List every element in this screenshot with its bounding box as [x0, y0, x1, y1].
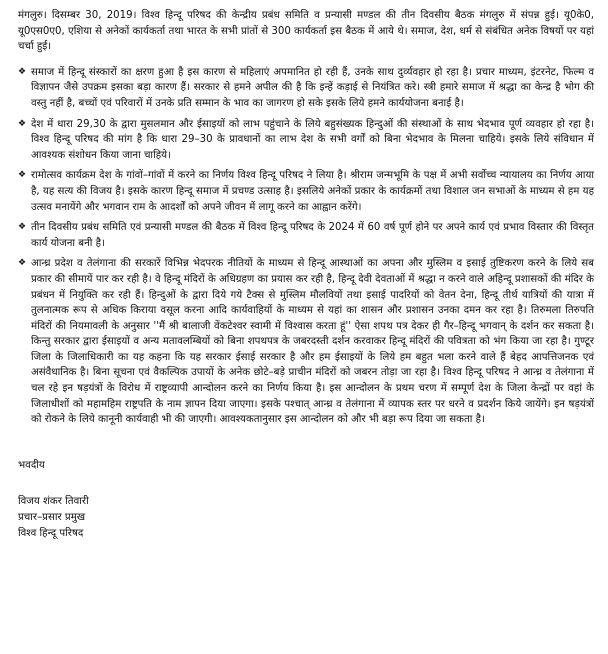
list-item: [18, 65, 594, 112]
list-item: [18, 220, 594, 251]
organization-name: विश्व हिन्दू परिषद: [18, 527, 84, 539]
point-text: देश में धारा 29,30 के द्वारा मुसलमान और ईसाइयों को लाभ पहुंचाने के लिये बहुसंख्यक हिन्दुओं की संस्थाओं के साथ भेदभाव पूर्ण व्यवहार हो रहा है। विश्व हिन्दू परिषद की मांग है कि धारा 29–30 के प्रावधानों का लाभ देश के सभी वर्गों को बिना भेदभाव के मिलना चाहिये। इसके लिये संविधान में आवश्यक संशोधन किया जाना चाहिये।: [31, 118, 594, 161]
diamond-bullet-icon: ❖: [18, 170, 27, 181]
point-text: रामोत्सव कार्यक्रम देश के गांवों–गांवों में करने का निर्णय विश्व हिन्दू परिषद ने लिया है। श्रीराम जन्मभूमि के पक्ष में अभी सर्वोच्च न्यायालय का निर्णय आया है, यह सत्य की विजय है। इसके कारण हिन्दू समाज में प्रचण्ड उत्साह है। इसलिये अनेकों प्रकार के कार्यक्रमों तथा विशाल जन सभाओं के माध्यम से हम यह उत्सव मनायेंगे और भगवान राम के आदर्शों को अपने जीवन में लागू करने का आह्वान करेंगे।: [31, 170, 594, 213]
point-text: आन्ध्र प्रदेश व तेलंगाना की सरकारें विभिन्न भेदपरक नीतियों के माध्यम से हिन्दू आस्थाओं का अपना और मुस्लिम व इसाई तुष्टिकरण करने के लिये सब प्रकार की सीमायें पार कर रही है। वे हिन्दू मंदिरों के अधिग्रहण का प्रयास कर रही है, हिन्दू देवी देवताओं में श्रद्धा न करने वाले अहिन्दू प्रशासकों की मंदिर के प्रबंधन में नियुक्ति कर रही हैं। हिन्दुओं के द्वारा दिये गये टैक्स से मुस्लिम मौलवियों तथा इसाई पादरियों को वेतन देना, हिन्दू तीर्थ यात्रियों की यात्रा में तुलनात्मक रूप से अधिक किराया वसूल करना आदि कार्यवाहियों के माध्यम से यहां का शासन और प्रशासन उनका दमन कर रहा है। तिरुमला तिरुपति मंदिरों की नियमावली के अनुसार ''मैं श्री बालाजी वेंकटेश्वर स्वामी में विश्वास करता हूं'' ऐसा शपथ पत्र देकर ही गैर–हिन्दू भगवान् के दर्शन कर सकता है। किन्तु सरकार द्वारा ईसाइयों व अन्य मतावलम्बियों को बिना शपथपत्र के जबरदस्ती दर्शन करवाकर हिन्दू मंदिरों की पवित्रता को भंग किया जा रहा है। गुण्टूर जिला के जिलाधिकारी का यह कहना कि यह सरकार ईसाई सरकार है और हम ईसाइयों के लिये हम बहुत भला करने वाले हैं बेहद आपत्तिजनक एवं असंवैधानिक है। बिना सूचना एवं वैकल्पिक उपायों के अनेक छोटे–बड़े प्राचीन मंदिरों को जबरन तोड़ा जा रहा है। विश्व हिन्दू परिषद ने आन्ध्र व तेलंगाना में चल रहे इन षड़यंत्रों के विरोध में राष्ट्रव्यापी आन्दोलन करने का निर्णय किया है। इस आन्दोलन के प्रथम चरण में सम्पूर्ण देश के जिला केन्द्रों पर वहां के जिलाधीशों को महामहिम राष्ट्रपति के नाम ज्ञापन दिया जाएगा। इसके पश्चात् आन्ध्र व तेलंगाना में व्यापक स्तर पर धरने व प्रदर्शन किये जायेंगे। इन षड़यंत्रों को रोकने के लिये कानूनी कार्यवाही भी की जाएगी। आवश्यकतानुसार इस आन्दोलन को और भी बड़ा रूप दिया जा सकता है।: [31, 258, 594, 426]
list-item: [18, 256, 594, 428]
salutation: भवदीय: [18, 459, 45, 471]
diamond-bullet-icon: ❖: [18, 118, 27, 129]
intro-paragraph: मंगलुरु। दिसम्बर 30, 2019। विश्व हिन्दू परिषद की केन्द्रीय प्रबंध समिति व प्रन्यासी मण्डल की तीन दिवसीय बैठक मंगलुरु में संपन्न हुई। यू0के0, यू0एस0ए0, एशिया से अनेकों कार्यकर्ता तथा भारत के सभी प्रांतों से 300 कार्यकर्ता इस बैठक में आये थे। समाज, देश, धर्म से संबंधित अनेक विषयों पर यहां चर्चा हुई।: [18, 10, 594, 53]
diamond-bullet-icon: ❖: [18, 66, 27, 77]
diamond-bullet-icon: ❖: [18, 222, 27, 233]
signature-block: [18, 458, 594, 542]
point-text: समाज में हिन्दू संस्कारों का क्षरण हुआ है इस कारण से महिलाएं अपमानित हो रही हैं, उनके साथ दुर्व्यवहार हो रहा है। प्रचार माध्यम, इंटरनेट, फिल्म व विज्ञापन जैसे उपक्रम इसका बड़ा कारण हैं। सरकार से हमने अपील की है कि इन्हें कड़ाई से नियंत्रित करे। स्त्री हमारे समाज में श्रद्धा का केन्द्र है भोग की वस्तु नहीं है, बच्चों एवं परिवारों में उनके प्रति सम्मान के भाव का जागरण हो सके इसके लिये हमने कार्ययोजना बनाई है।: [31, 66, 594, 109]
diamond-bullet-icon: ❖: [18, 258, 27, 269]
signatory-designation: प्रचार–प्रसार प्रमुख: [18, 511, 86, 523]
signatory-name: विजय शंकर तिवारी: [18, 495, 89, 507]
list-item: [18, 168, 594, 215]
key-points-list: [18, 65, 594, 428]
point-text: तीन दिवसीय प्रबंध समिति एवं प्रन्यासी मण्डल की बैठक में विश्व हिन्दू परिषद के 2024 में 60 वर्ष पूर्ण होने पर अपने कार्य एवं प्रभाव विस्तार की विस्तृत कार्य योजना बनी है।: [31, 222, 594, 249]
list-item: [18, 117, 594, 164]
